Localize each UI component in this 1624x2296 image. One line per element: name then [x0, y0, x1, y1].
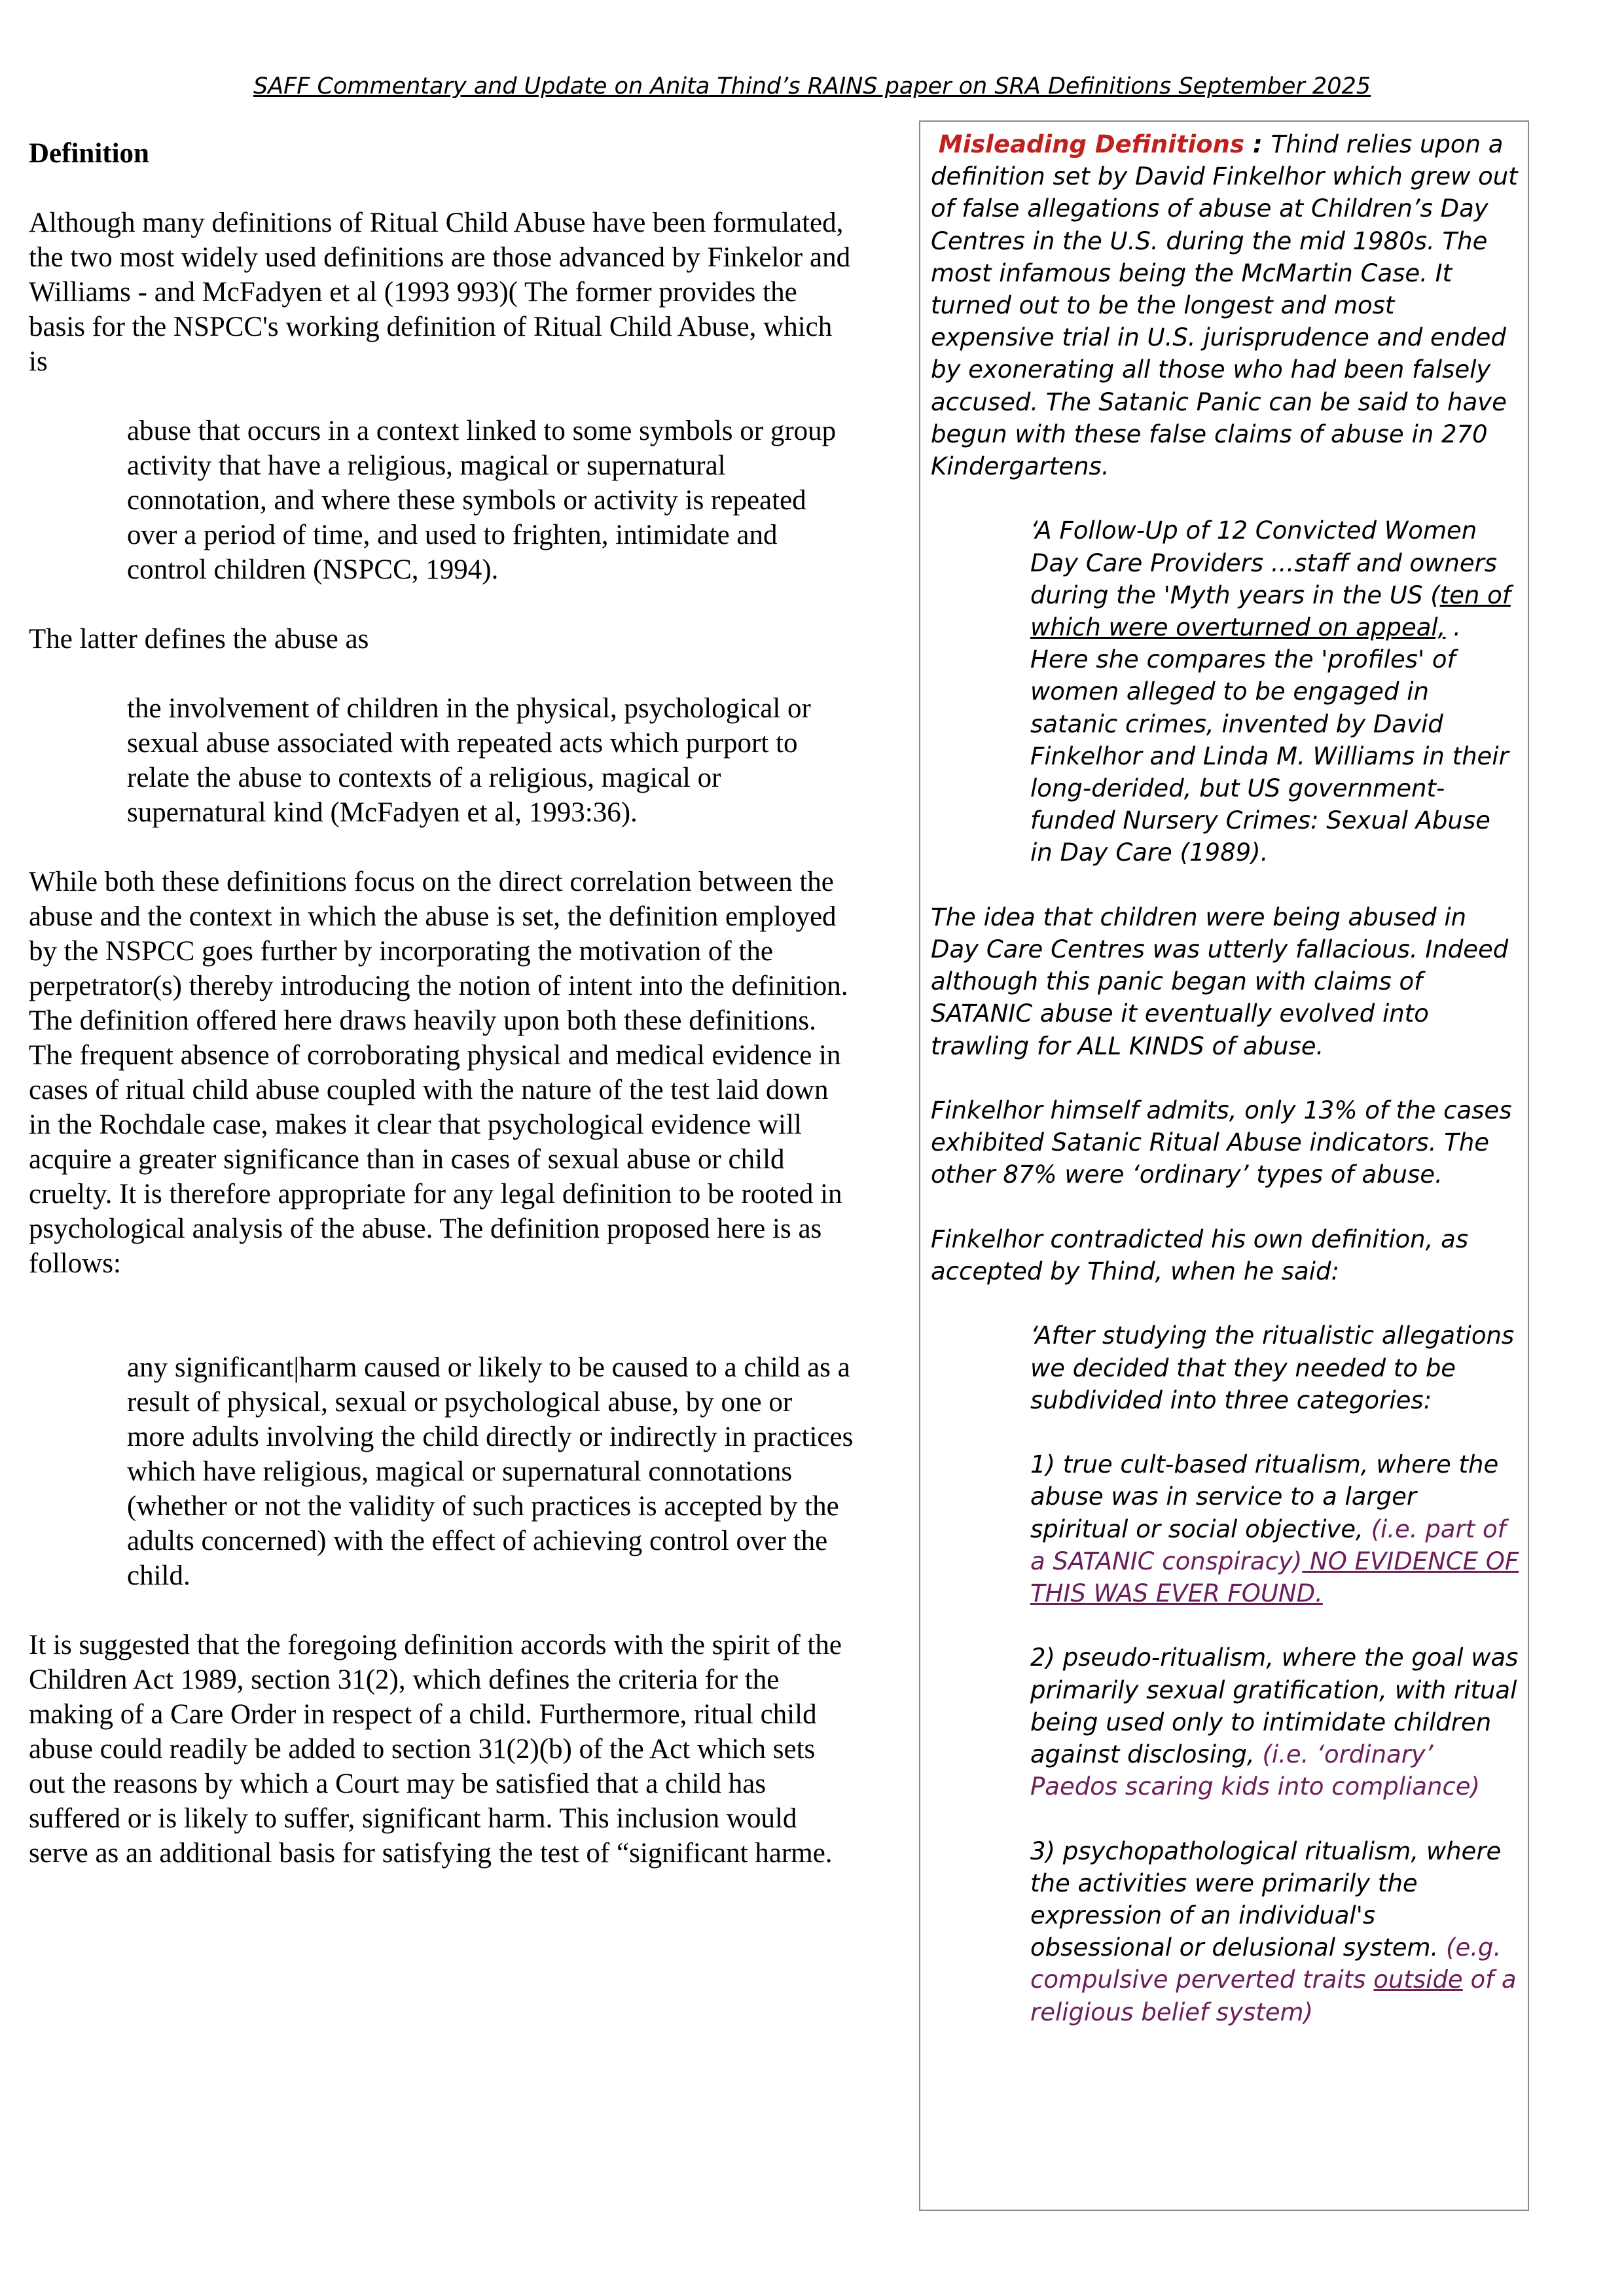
- intro-paragraph: Although many definitions of Ritual Child Abuse have been formulated, the two most widely used definitions are those advanced by Finkelor and Williams - and McFadyen et al (1993 993)( The former provides the basis for the NSPCC's working definition of Ritual Child Abuse, which is: [29, 207, 851, 377]
- mcfadyen-definition-quote: the involvement of children in the physical, psychological or sexual abuse associated with repeated acts which purport to relate the abuse to contexts of a religious, magical or supernatural kind (McFadyen et al, 1993:36).: [127, 693, 811, 828]
- category-2-note: (i.e. ‘ordinary’ Paedos scaring kids into compliance): [1030, 1740, 1480, 1801]
- category-3-note: (e.g. compulsive perverted traits: [1030, 1933, 1502, 1994]
- sidebar-content: [931, 128, 1520, 2060]
- category-1: [1030, 1448, 1520, 1609]
- section-heading: Definition: [29, 138, 149, 169]
- category-1-evidence-note: NO EVIDENCE OF THIS WAS EVER FOUND.: [1030, 1547, 1519, 1608]
- sidebar-intro-text: Thind relies upon a definition set by David Finkelhor which grew out of false allegations of abuse at Children’s Day Centres in the U.S. during the mid 1980s. The most infamous being the McMartin Case. It turned out to be the longest and most expensive trial in U.S. jurisprudence and ended by exonerating all those who had been falsely accused. The Satanic Panic can be said to have begun with these false claims of abuse in 270 Kindergartens.: [931, 130, 1518, 481]
- follow-up-quote: [1030, 514, 1520, 869]
- category-1-note: (i.e. part of a SATANIC conspiracy): [1030, 1515, 1506, 1575]
- percentage-paragraph: Finkelhor himself admits, only 13% of the cases exhibited Satanic Ritual Abuse indicators. The other 87% were ‘ordinary’ types of abuse.: [931, 1096, 1512, 1189]
- category-1-text: 1) true cult-based ritualism, where the abuse was in service to a larger spiritual or social objective,: [1030, 1450, 1499, 1543]
- sidebar-intro: [931, 128, 1520, 482]
- proposed-definition-quote: any significant|harm caused or likely to be caused to a child as a result of physical, sexual or psychological abuse, by one or more adults involving the child directly or indirectly in practices which have religious, magical or supernatural connotations (whether or not the validity of such practices is accepted by the adults concerned) with the effect of achieving control over the child.: [127, 1352, 854, 1591]
- contradiction-paragraph: Finkelhor contradicted his own definition, as accepted by Thind, when he said:: [931, 1225, 1469, 1286]
- category-3-text: 3) psychopathological ritualism, where the activities were primarily the expression of an individual's obsessional or delusional system.: [1030, 1837, 1502, 1962]
- category-3: [1030, 1835, 1520, 2028]
- latter-paragraph: The latter defines the abuse as: [29, 624, 369, 655]
- main-column: [29, 136, 855, 1905]
- overturned-note: ten of which were overturned on appeal,: [1030, 581, 1511, 642]
- finkelhor-quote: ‘After studying the ritualistic allegations we decided that they needed to be subdivided into three categories:: [1030, 1321, 1515, 1414]
- document-header: SAFF Commentary and Update on Anita Thind’s RAINS paper on SRA Definitions September 2025: [253, 73, 1371, 99]
- category-2-text: 2) pseudo-ritualism, where the goal was primarily sexual gratification, with ritual being used only to intimidate children against disclosing,: [1030, 1643, 1519, 1769]
- sidebar-title-colon: :: [1244, 130, 1271, 158]
- category-3-note-end: of a religious belief system): [1030, 1965, 1517, 2026]
- follow-up-quote-text: ‘A Follow-Up of 12 Convicted Women Day Care Providers ...staff and owners during the 'Myth years in the US (: [1030, 516, 1498, 609]
- day-care-paragraph: The idea that children were being abused in Day Care Centres was utterly fallacious. Indeed although this panic began with claims of SATANIC abuse it eventually evolved into trawling for ALL KINDS of abuse.: [931, 903, 1509, 1060]
- spacer: [29, 1316, 855, 1350]
- sidebar-title: Misleading Definitions: [938, 130, 1245, 158]
- category-2: [1030, 1641, 1520, 1803]
- analysis-paragraph: While both these definitions focus on the direct correlation between the abuse and the context in which the abuse is set, the definition employed by the NSPCC goes further by incorporating the motivation of the perpetrator(s) thereby introducing the notion of intent into the definition. The definition offered here draws heavily upon both these definitions. The frequent absence of corroborating physical and medical evidence in cases of ritual child abuse coupled with the nature of the test laid down in the Rochdale case, makes it clear that psychological evidence will acquire a greater significance than in cases of sexual abuse or child cruelty. It is therefore appropriate for any legal definition to be rooted in psychological analysis of the abuse. The definition proposed here is as follows:: [29, 867, 848, 1279]
- category-3-note-underlined: outside: [1373, 1965, 1463, 1994]
- nspcc-definition-quote: abuse that occurs in a context linked to some symbols or group activity that have a religious, magical or supernatural connotation, and where these symbols or activity is repeated over a period of time, and used to frighten, intimidate and control children (NSPCC, 1994).: [127, 416, 837, 585]
- conclusion-paragraph: It is suggested that the foregoing definition accords with the spirit of the Children Act 1989, section 31(2), which defines the criteria for the making of a Care Order in respect of a child. Furthermore, ritual child abuse could readily be added to section 31(2)(b) of the Act which sets out the reasons by which a Court may be satisfied that a child has suffered or is likely to suffer, significant harm. This inclusion would serve as an additional basis for satisfying the test of “significant harme.: [29, 1630, 842, 1869]
- follow-up-quote-text-cont: . Here she compares the 'profiles' of women alleged to be engaged in satanic crimes, invented by David Finkelhor and Linda M. Williams in their long-derided, but US government-funded Nursery Crimes: Sexual Abuse in Day Care (1989).: [1030, 613, 1509, 867]
